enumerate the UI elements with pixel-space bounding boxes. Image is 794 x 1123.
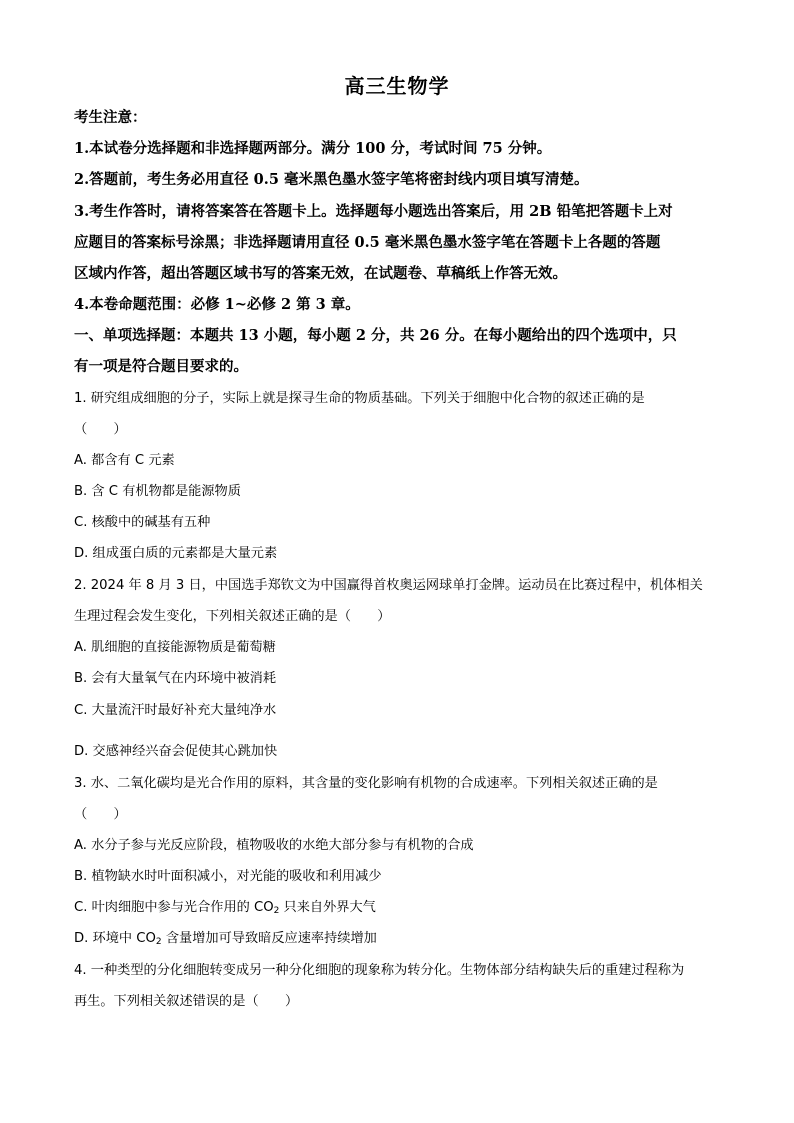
section-heading-line-2: 有一项是符合题目要求的。 [74, 358, 248, 375]
notice-item-1: 1.本试卷分选择题和非选择题两部分。满分 100 分，考试时间 75 分钟。 [74, 140, 552, 157]
question-1-option-c: C. 核酸中的碱基有五种 [74, 515, 211, 530]
question-1-option-b: B. 含 C 有机物都是能源物质 [74, 484, 241, 499]
question-2-option-b: B. 会有大量氧气在内环境中被消耗 [74, 671, 277, 686]
question-1-option-d: D. 组成蛋白质的元素都是大量元素 [74, 546, 278, 561]
question-4-stem-line-1: 4. 一种类型的分化细胞转变成另一种分化细胞的现象称为转分化。生物体部分结构缺失后的重建过程称为 [74, 963, 685, 978]
question-1-stem: 1. 研究组成细胞的分子，实际上就是探寻生命的物质基础。下列关于细胞中化合物的叙述正确的是 [74, 391, 645, 406]
question-3-stem: 3. 水、二氧化碳均是光合作用的原料，其含量的变化影响有机物的合成速率。下列相关叙述正确的是 [74, 776, 658, 791]
section-heading-line-1: 一、单项选择题：本题共 13 小题，每小题 2 分，共 26 分。在每小题给出的四个选项中，只 [74, 327, 677, 344]
question-3-option-d [74, 928, 734, 953]
option-text: D. 环境中 CO [74, 931, 156, 946]
notice-item-3-line-1: 3.考生作答时，请将答案答在答题卡上。选择题每小题选出答案后，用 2B 铅笔把答题卡上对 [74, 203, 673, 220]
question-2-option-d: D. 交感神经兴奋会促使其心跳加快 [74, 744, 278, 759]
question-1-option-a: A. 都含有 C 元素 [74, 453, 175, 468]
question-3-option-b: B. 植物缺水时叶面积减小，对光能的吸收和利用减少 [74, 869, 382, 884]
option-text: 含量增加可导致暗反应速率持续增加 [161, 931, 377, 946]
question-2-stem-line-1: 2. 2024 年 8 月 3 日，中国选手郑钦文为中国赢得首枚奥运网球单打金牌。运动员在比赛过程中，机体相关 [74, 578, 703, 593]
question-3-option-c [74, 897, 734, 922]
notice-heading: 考生注意： [74, 109, 147, 126]
page-title: 高三生物学 [344, 74, 450, 98]
question-2-option-a: A. 肌细胞的直接能源物质是葡萄糖 [74, 640, 276, 655]
option-text: 只来自外界大气 [279, 900, 376, 915]
notice-item-4: 4.本卷命题范围：必修 1~必修 2 第 3 章。 [74, 296, 360, 313]
question-3-option-a: A. 水分子参与光反应阶段，植物吸收的水绝大部分参与有机物的合成 [74, 838, 474, 853]
notice-item-3-line-2: 应题目的答案标号涂黑；非选择题请用直径 0.5 毫米黑色墨水签字笔在答题卡上各题的答题 [74, 234, 661, 251]
question-4-stem-line-2: 再生。下列相关叙述错误的是（ ） [74, 994, 299, 1009]
subscript: 2 [155, 937, 162, 947]
subscript: 2 [273, 906, 280, 916]
question-2-option-c: C. 大量流汗时最好补充大量纯净水 [74, 703, 277, 718]
notice-item-2: 2.答题前，考生务必用直径 0.5 毫米黑色墨水签字笔将密封线内项目填写清楚。 [74, 171, 589, 188]
question-1-answer-paren: （ ） [74, 422, 127, 437]
notice-item-3-line-3: 区域内作答，超出答题区域书写的答案无效，在试题卷、草稿纸上作答无效。 [74, 265, 567, 282]
question-2-stem-line-2: 生理过程会发生变化，下列相关叙述正确的是（ ） [74, 609, 391, 624]
question-3-answer-paren: （ ） [74, 807, 127, 822]
option-text: C. 叶肉细胞中参与光合作用的 CO [74, 900, 274, 915]
